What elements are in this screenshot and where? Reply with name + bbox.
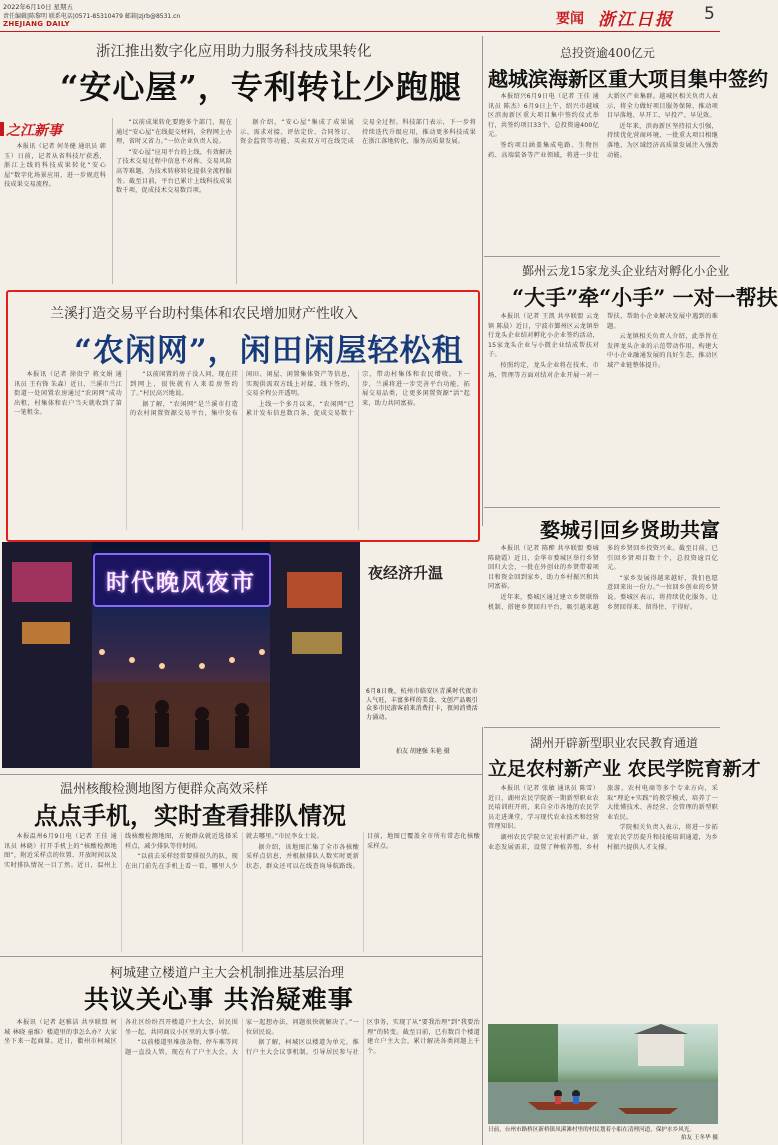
paragraph: 据介绍，该地图汇集了全市各核酸采样点信息，并根据排队人数实时更新状态，群众还可以在线查询导航路线。目前，地图已覆盖全市所有常态化核酸采样点。 bbox=[246, 833, 480, 870]
paragraph: “以前去采样经常要排很久的队，现在出门前先在手机上看一看，哪里人少就去哪里。”市民李女士说。 bbox=[125, 833, 323, 870]
paragraph: “以前楼道里堆放杂物、停车难等问题一直没人管，现在有了户主大会，大家一起想办法，问题很快就解决了。”一位居民说。 bbox=[125, 1019, 359, 1056]
huzhou-kicker: 湖州开辟新型职业农民教育通道 bbox=[530, 736, 699, 750]
night-photo-caption bbox=[366, 688, 478, 742]
dalong-headline: “大手”牵“小手” 一对一帮扶 bbox=[512, 285, 778, 310]
dalong-body bbox=[488, 312, 718, 504]
caption-text: 6月8日晚，杭州市临安区青溪时代夜市人气旺，丰富多样的美食、文创产品吸引众多市民游客前来消费打卡，夜间消费活力涌动。 bbox=[366, 688, 478, 721]
caption-text: 日前，台州市路桥区新桥镇凤溪滩村里的村民划着小船在清理河道，保护水乡风光。 bbox=[488, 1127, 695, 1133]
masthead bbox=[0, 0, 720, 36]
paper-cn-name: 浙江日报 bbox=[598, 10, 674, 30]
anxinwu-body-col1 bbox=[4, 142, 106, 282]
boat-photo-caption bbox=[488, 1126, 718, 1144]
anxinwu-tag bbox=[0, 117, 104, 141]
paragraph: “以前闲置的房子没人问，现在挂到网上，很快就有人来看房签约了。”村民高兴地说。 bbox=[130, 371, 238, 398]
anxinwu-body-col2 bbox=[116, 118, 232, 282]
yicheng-headline: 婺城引回乡贤助共富 bbox=[540, 518, 720, 542]
section-label: 要闻 bbox=[556, 11, 584, 27]
huzhou-body bbox=[488, 784, 718, 1020]
boat-photo-credit: 拍友 王冬华 摄 bbox=[680, 1135, 718, 1141]
anxinwu-body-col3 bbox=[240, 118, 476, 282]
jianlu-body bbox=[4, 1018, 480, 1144]
paragraph: 上线一个多月以来，“农闲网”已累计发布信息数百条，促成交易数十宗，带动村集体和农民增收。下一步，兰溪将进一步完善平台功能，拓展交易品类，让更多闲置资源“活”起来，助力共同富裕。 bbox=[246, 371, 470, 418]
jianlu-headline: 共议关心事 共治疑难事 bbox=[84, 985, 354, 1014]
paragraph: 据了解，柯城区以楼道为单元，推行户主大会议事机制，引导居民参与社区事务，实现了从“要我治理”到“我要治理”的转变。截至目前，已有数百个楼道建立户主大会，累计解决各类问题上千个。 bbox=[246, 1019, 480, 1056]
page-number: 5 bbox=[704, 4, 715, 24]
wenzhou-headline: 点点手机，实时查看排队情况 bbox=[34, 801, 346, 830]
anxinwu-headline: “安心屋”，专利转让少跑腿 bbox=[60, 68, 462, 106]
paragraph: 湖州农民学院立足农村新产业、新业态发展需求，设置了种植养殖、乡村旅游、农村电商等多个专业方向，采取“理论+实践”的教学模式，培养了一大批懂技术、善经营、会管理的新型职业农民。 bbox=[488, 785, 718, 851]
paragraph: “家乡发展得越来越好，我们也愿意回来出一份力。”一位回乡创业的乡贤说。婺城区表示，将持续优化服务，让乡贤回得来、留得住、干得好。 bbox=[607, 574, 718, 611]
night-photo-credit: 拍友 胡建强 朱艳 摄 bbox=[396, 748, 450, 755]
paragraph: “以前成果转化要跑多个部门，现在通过“安心屋”在线提交材料，全程网上办理，省时又省力。”一位企业负责人说。 bbox=[116, 119, 232, 146]
yuehu-kicker: 总投资逾400亿元 bbox=[560, 46, 655, 60]
yuehu-body bbox=[488, 92, 718, 252]
wenzhou-body bbox=[4, 832, 480, 952]
paper-en-name: ZHEJIANG DAILY bbox=[3, 20, 70, 28]
paragraph: 云龙镇相关负责人介绍，此举旨在发挥龙头企业的示范带动作用，构建大中小企业融通发展的良好生态，推动区域产业链整体提升。 bbox=[607, 333, 718, 369]
paragraph: 本报讯（记者 王凯 共享联盟 云龙镇 陈晨）近日，宁波市鄞州区云龙镇举行龙头企业结对孵化小企业签约活动，15家龙头企业与小微企业结成帮扶对子。 bbox=[488, 313, 599, 359]
anxinwu-kicker: 浙江推出数字化应用助力服务科技成果转化 bbox=[96, 44, 372, 60]
paragraph: 近年来，滨海新区坚持招大引强，持续优化营商环境，一批重大项目相继落地，为区域经济高质量发展注入强劲动能。 bbox=[607, 122, 718, 159]
editor-line: 责任编辑|陈黎明 联系电话|0571-85310479 邮箱|zjrb@8531.cn bbox=[3, 13, 181, 20]
jianlu-kicker: 柯城建立楼道户主大会机制推进基层治理 bbox=[110, 966, 345, 981]
huzhou-headline: 立足农村新产业 农民学院育新才 bbox=[488, 758, 761, 780]
yicheng-body bbox=[488, 544, 718, 720]
nongxian-kicker: 兰溪打造交易平台助村集体和农民增加财产性收入 bbox=[50, 306, 358, 322]
night-market-sign: 时代晚风夜市 bbox=[106, 569, 256, 596]
paragraph: 本报讯（记者 赵雅洁 共享联盟 柯城 林晓 童维）楼道里的事怎么办？大家坐下来一起商量。近日，衢州市柯城区各社区纷纷召开楼道户主大会，居民围坐一起，共同商议小区里的大事小情。 bbox=[4, 1019, 238, 1046]
paragraph: 据介绍，“安心屋”集成了成果展示、需求对接、评估定价、合同签订、资金监管等功能，买卖双方可在线完成交易全过程。科技部门表示，下一步将持续迭代升级应用，推动更多科技成果在浙江落地转化，服务高质量发展。 bbox=[240, 119, 476, 146]
paragraph: 本报讯（记者 陈醉 共享联盟 婺城 陈晓霞）近日，金华市婺城区举行乡贤回归大会，一批在外创业的乡贤带着项目和资金回到家乡，助力乡村振兴和共同富裕。 bbox=[488, 545, 599, 591]
paragraph: 本报温州6月9日电（记者 王佳 通讯员 林晓）打开手机上的“核酸检测地图”，附近采样点的位置、开放时间以及实时排队情况一目了然。近日，温州上线核酸检测地图，方便群众就近选择采样点，减少排队等待时间。 bbox=[4, 833, 238, 869]
paragraph: 据了解，“农闲网”是兰溪市打造的农村闲置资源交易平台，集中发布闲田、闲屋、闲置集体资产等信息，实现供需双方线上对接、线下签约，交易全程公开透明。 bbox=[130, 371, 354, 418]
dalong-kicker: 鄞州云龙15家龙头企业结对孵化小企业 bbox=[522, 264, 730, 278]
paragraph: 近年来，婺城区通过建立乡贤联络机制、搭建乡贤回归平台，吸引越来越多的乡贤回乡投资兴业。截至目前，已引回乡贤项目数十个，总投资逾百亿元。 bbox=[488, 545, 718, 611]
paragraph: 签约项目涵盖集成电路、生物医药、高端装备等产业领域，将进一步壮大新区产业集群。越城区相关负责人表示，将全力做好项目服务保障，推动项目早落地、早开工、早投产、早见效。 bbox=[488, 93, 718, 159]
paragraph: 本报讯（记者 徐贵宁 蒋文娟 通讯员 王有锋 朱森）近日，兰溪市兰江街道一处闲置农房通过“农闲网”成功出租，村集体和农户当天就收到了第一笔租金。 bbox=[14, 371, 122, 417]
paragraph: 本报讯（记者 张敏 通讯员 陈雪）近日，湖州农民学院新一期新型职业农民培训班开班，来自全市各地的农民学员走进课堂，学习现代农业技术和经营管理知识。 bbox=[488, 785, 599, 831]
nongxian-headline: “农闲网”，闲田闲屋轻松租 bbox=[74, 333, 464, 369]
night-photo-title: 夜经济升温 bbox=[368, 564, 444, 582]
paragraph: “安心屋”应用平台的上线，有效解决了技术交易过程中信息不对称、交易风险高等难题，为技术转移转化提供全流程服务。截至目前，平台已累计上线科技成果数千项，促成技术交易数百项。 bbox=[116, 148, 232, 195]
tag-label: 之江新事 bbox=[6, 123, 62, 139]
yuehu-headline: 越城滨海新区重大项目集中签约 bbox=[488, 67, 768, 91]
paragraph: 本报讯（记者 何冬健 通讯员 韩玉）日前，记者从省科技厅获悉，浙江上线的科技成果转化“安心屋”数字化场景应用，进一步规范科技成果交易流程。 bbox=[4, 143, 106, 189]
wenzhou-kicker: 温州核酸检测地图方便群众高效采样 bbox=[60, 782, 269, 797]
river-scene-illustration bbox=[488, 1024, 718, 1124]
masthead-rule bbox=[0, 31, 720, 32]
paragraph: 本报绍兴6月9日电（记者 王佳 通讯员 陈杰）6月9日上午，绍兴市越城区滨海新区重大项目集中签约仪式举行，共签约项目33个，总投资逾400亿元。 bbox=[488, 93, 599, 139]
river-boat-photo bbox=[488, 1024, 718, 1124]
night-market-photo bbox=[2, 542, 360, 768]
date-line: 2022年6月10日 星期五 bbox=[3, 3, 74, 11]
paragraph: 按照约定，龙头企业将在技术、市场、管理等方面对结对企业开展一对一帮扶，帮助小企业解决发展中遇到的难题。 bbox=[488, 313, 718, 379]
paragraph: 学院相关负责人表示，将进一步拓宽农民学历提升和技能培训通道，为乡村振兴提供人才支撑。 bbox=[607, 824, 718, 851]
nongxian-body bbox=[14, 370, 470, 530]
tag-bar bbox=[0, 122, 4, 136]
